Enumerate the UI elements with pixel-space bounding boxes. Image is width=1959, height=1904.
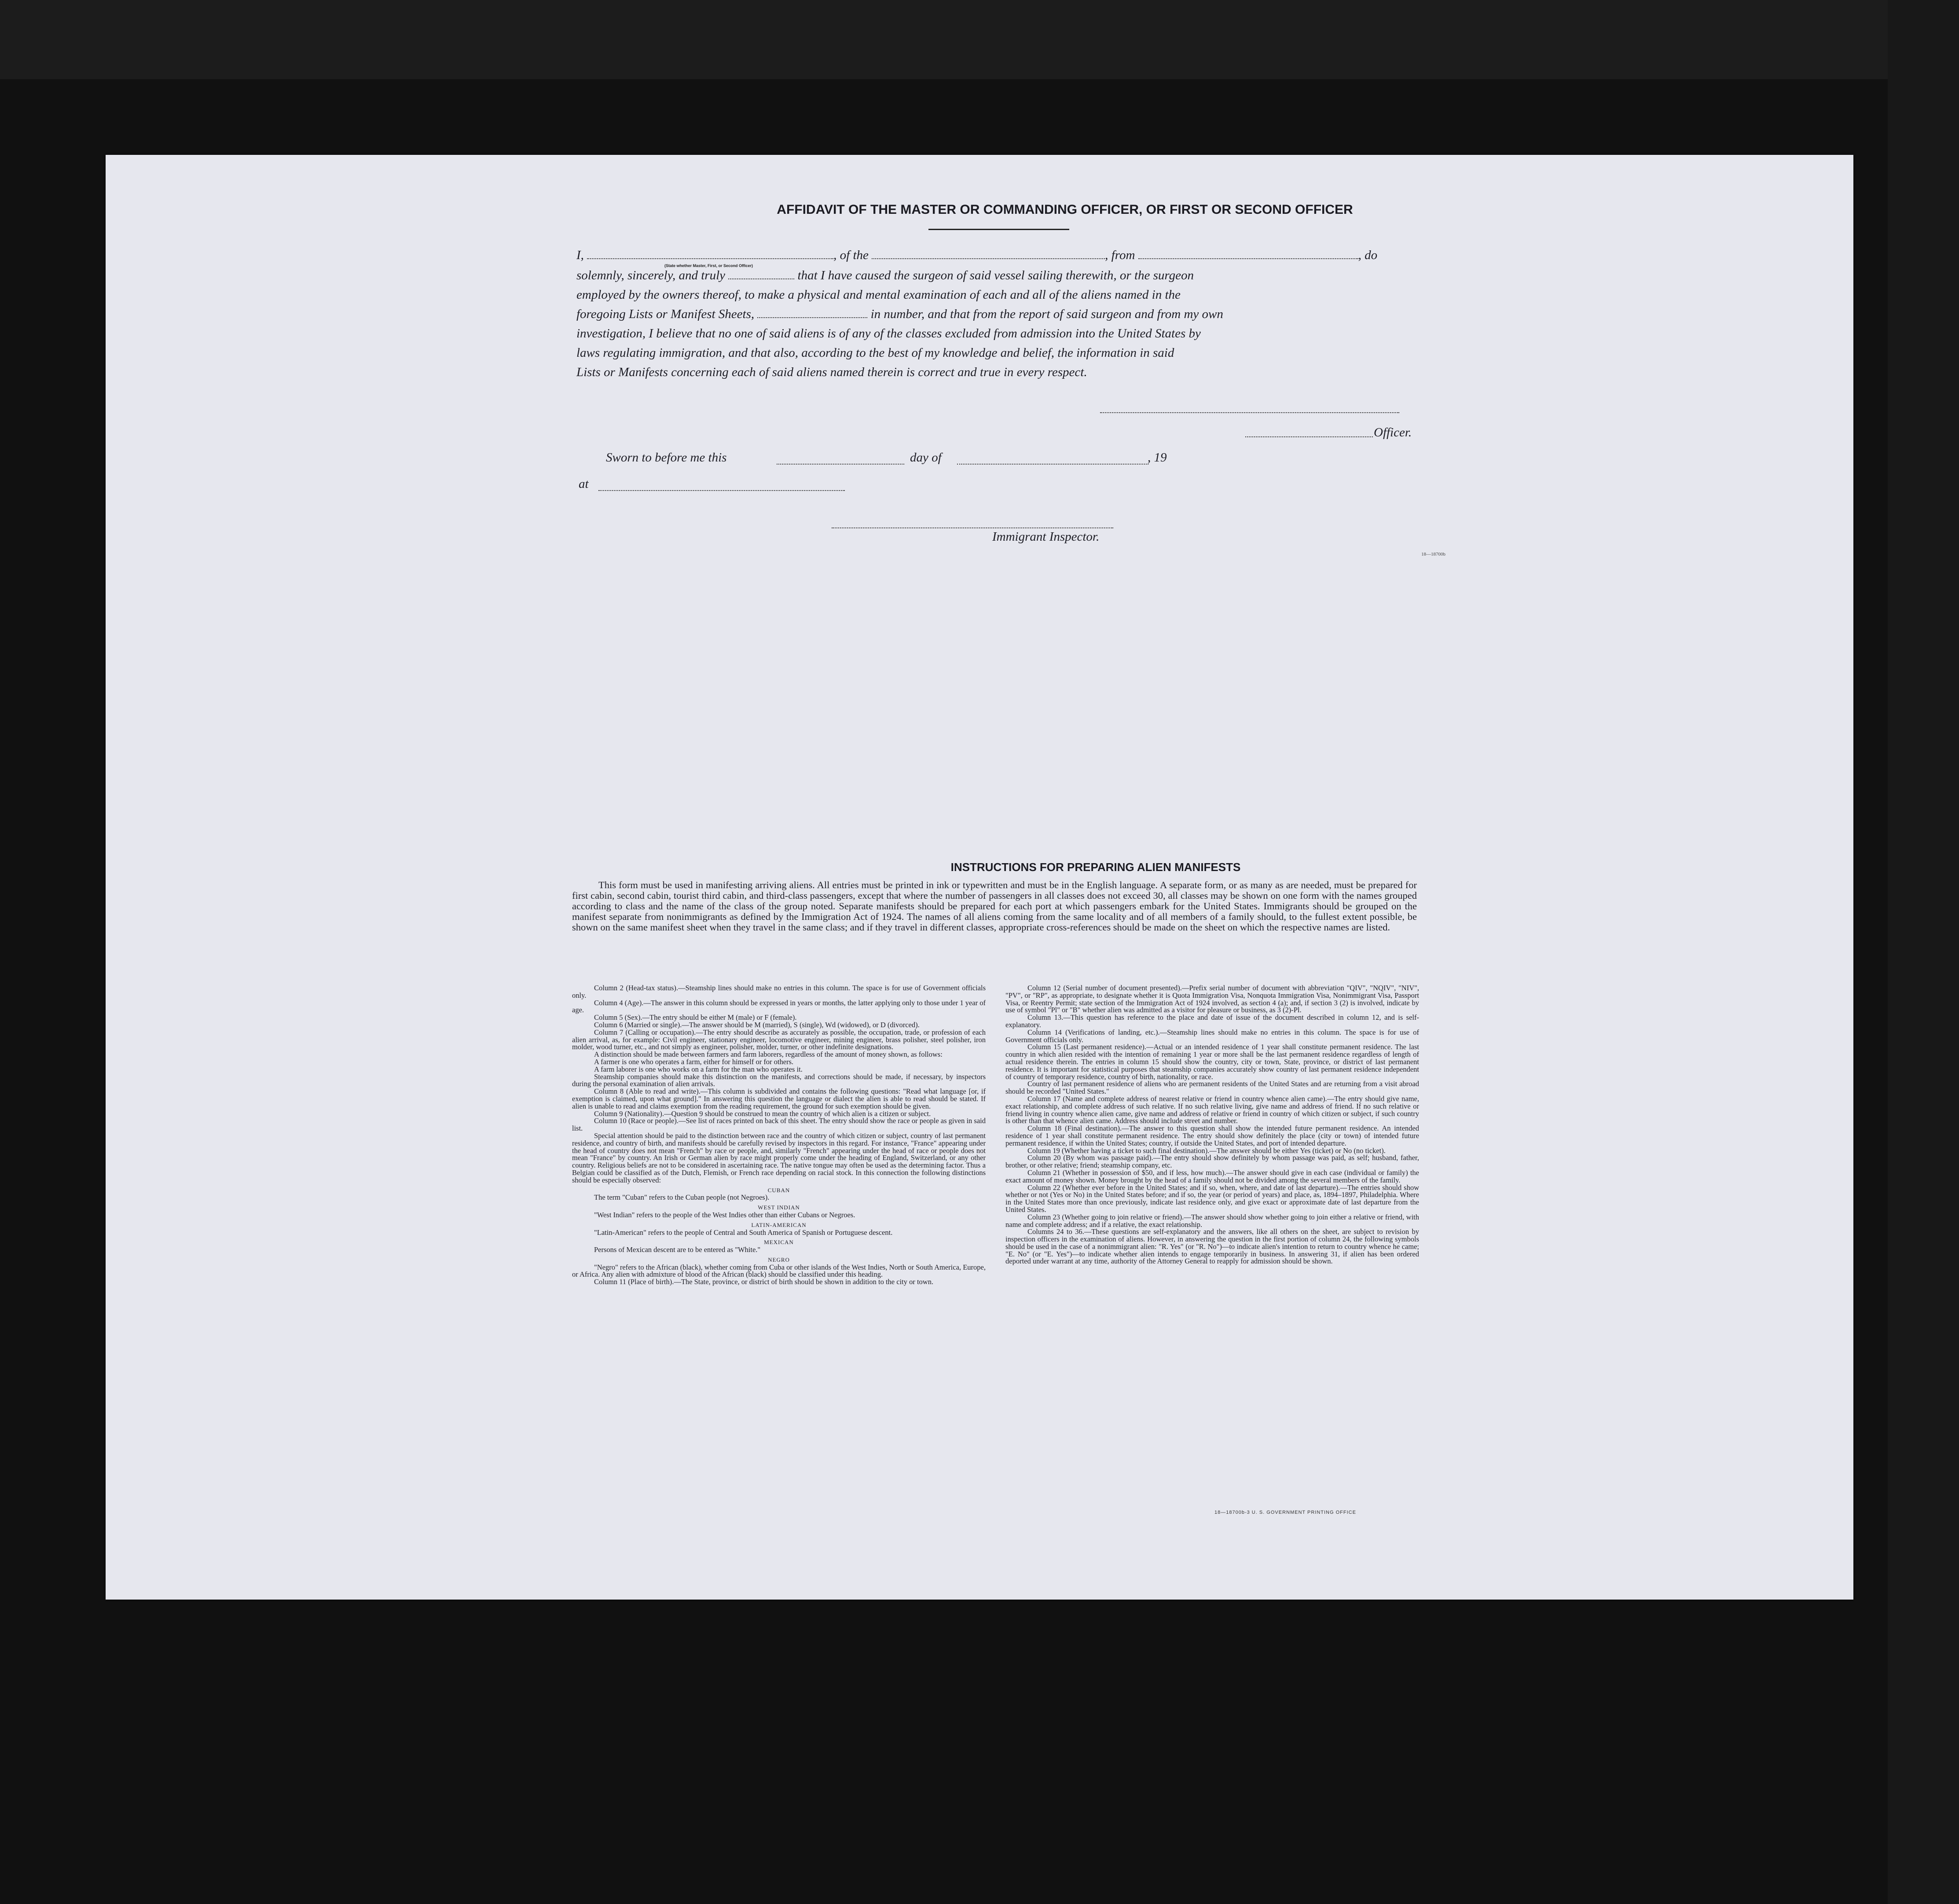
name-blank[interactable] — [587, 254, 833, 259]
officer-title-blank[interactable] — [728, 274, 794, 279]
instruction-paragraph: "Negro" refers to the African (black), whether coming from Cuba or other islands of the West Indies, North or South America, Europe, or Africa. Any alien with admixture of blood of the African (black) should be classified under this heading. — [572, 1263, 986, 1279]
film-edge-strip — [1888, 0, 1959, 1904]
at-label: at — [579, 477, 589, 491]
instruction-paragraph: Column 7 (Calling or occupation).—The entry should describe as accurately as possible, the occupation, trade, or profession of each alien arrival, as, for example: Civil engineer, stationary engineer, locomotive engineer, mining engineer, brass polisher, steel polisher, iron molder, wood turner, etc., and not simply as engineer, polisher, molder, turner, or other indefinite designations. — [572, 1028, 986, 1051]
affidavit-i: I, — [576, 248, 584, 262]
affidavit-line-6: laws regulating immigration, and that also, according to the best of my knowledge and belief, the information in said — [576, 346, 1174, 360]
heading-negro: NEGRO — [768, 1256, 790, 1263]
instructions-intro: This form must be used in manifesting arriving aliens. All entries must be printed in ink or typewritten and must be in the English language. A separate form, or as many as are needed, must be prepared for first cabin, second cabin, tourist third cabin, and third-class passengers, except that where the number of passengers in all classes does not exceed 30, all classes may be shown on one form with the names grouped according to class and the name of the class of the group noted. Separate manifests should be prepared for each port at which passengers embark for the United States. Immigrants should be grouped on the manifest separate from nonimmigrants as defined by the Immigration Act of 1924. The names of all aliens coming from the same locality and of all members of a family should, to the fullest extent possible, be shown on the same manifest sheet when they travel in the same class; and if they travel in different classes, appropriate cross-references should be made on the sheet on which the respective names are listed. — [572, 879, 1417, 933]
officer-label: Officer. — [1374, 425, 1412, 439]
document-page — [106, 155, 1853, 1600]
instruction-paragraph: "West Indian" refers to the people of the West Indies other than either Cubans or Negroes. — [594, 1210, 855, 1219]
instruction-paragraph: Column 23 (Whether going to join relative or friend).—The answer should show whether going to join either a relative or friend, with name and complete address; and if a relative, the exact relationship. — [1005, 1212, 1419, 1229]
day-of-label: day of — [910, 450, 942, 465]
sworn-month-line[interactable] — [957, 464, 1148, 465]
instruction-paragraph: Special attention should be paid to the distinction between race and the country of which citizen or subject, country of last permanent residence, and country of birth, and manifests should be carefully revised by inspectors in this regard. For instance, "France" appearing under the head of country does not mean "French" by race or people, and, similarly "French" appearing under the head of race or people does not mean "France" by country. An Irish or German alien by race might properly come under the heading of England, Switzerland, or any other country. Religious beliefs are not to be considered in ascertaining race. The native tongue may often be used as the determining factor. Thus a Belgian could be classified as of the Dutch, Flemish, or French race depending on racial stock. In this connection the following distinctions should be especially observed: — [572, 1131, 986, 1184]
affidavit-title: AFFIDAVIT OF THE MASTER OR COMMANDING OFFICER, OR FIRST OR SECOND OFFICER — [777, 202, 1353, 217]
instructions-right-column — [1005, 985, 1419, 1265]
instruction-paragraph: Country of last permanent residence of aliens who are permanent residents of the United States and are returning from a visit abroad should be recorded "United States." — [1005, 1080, 1419, 1096]
instruction-paragraph: Column 22 (Whether ever before in the United States; and if so, when, where, and date of last departure).—The entries should show whether or not (Yes or No) in the United States before; and if so, the year (or period of years) and place, as, 1894–1897, Philadelphia. Where in the United States more than once previously, indicate last residence only, and give exact or approximate date of last departure from the United States. — [1005, 1183, 1419, 1214]
printing-office-footer: 18—18700b-3 U. S. GOVERNMENT PRINTING OFFICE — [1214, 1510, 1356, 1515]
at-place-line[interactable] — [598, 490, 845, 491]
title-underline — [928, 229, 1069, 230]
film-top-strip — [0, 0, 1959, 79]
instruction-paragraph: A farm laborer is one who works on a farm for the man who operates it. — [594, 1065, 803, 1073]
instruction-paragraph: Column 18 (Final destination).—The answer to this question shall show the intended future permanent residence. An intended residence of 1 year shall constitute permanent residence. The entry should show definitely the place (city or town) of intended future permanent residence, if within the United States; country, if outside the United States, and port of intended departure. — [1005, 1124, 1419, 1147]
year-label: , 19 — [1148, 450, 1167, 465]
form-number: 18—18700b — [1421, 552, 1445, 557]
instruction-paragraph: Column 13.—This question has reference to the place and date of issue of the document described in column 12, and is self-explanatory. — [1005, 1013, 1419, 1029]
vessel-blank[interactable] — [872, 254, 1105, 259]
sworn-day-line[interactable] — [777, 464, 904, 465]
sworn-label: Sworn to before me this — [606, 450, 727, 465]
instruction-paragraph: Column 12 (Serial number of document presented).—Prefix serial number of document with abbreviation "QIV", "NQIV", "NIV", "PV", or "RP", as appropriate, to designate whether it is Quota Immigration Visa, Nonquota Immigration Visa, Nonimmigrant Visa, Passport Visa, or Reentry Permit; state section of the Immigration Act of 1924 involved, as section 4 (a); and, if section 3 (2) is involved, indicate by use of symbol "Pl" or "B" whether alien was admitted as a visitor for pleasure or business, as 3 (2)-Pl. — [1005, 984, 1419, 1014]
instruction-paragraph: A distinction should be made between farmers and farm laborers, regardless of the amount of money shown, as follows: — [594, 1050, 943, 1059]
instructions-left-column — [572, 985, 986, 1286]
affidavit-line-7: Lists or Manifests concerning each of said aliens named therein is correct and true in every respect. — [576, 365, 1087, 379]
instructions-title: INSTRUCTIONS FOR PREPARING ALIEN MANIFESTS — [950, 860, 1241, 874]
instruction-paragraph: Steamship companies should make this distinction on the manifests, and corrections should be made, if necessary, by inspectors during the personal examination of alien arrivals. — [572, 1072, 986, 1088]
inspector-label: Immigrant Inspector. — [992, 530, 1100, 544]
affidavit-line-1 — [576, 245, 1426, 265]
affidavit-of-the: , of the — [833, 248, 869, 262]
affidavit-line-4: foregoing Lists or Manifest Sheets, in number, and that from the report of said surgeon and from my own — [576, 307, 1223, 321]
heading-west-indian: WEST INDIAN — [758, 1204, 800, 1211]
affidavit-from: , from — [1105, 248, 1135, 262]
instruction-paragraph: Column 4 (Age).—The answer in this column should be expressed in years or months, the latter applying only to those under 1 year of age. — [572, 998, 986, 1014]
instruction-paragraph: Persons of Mexican descent are to be entered as "White." — [594, 1245, 761, 1254]
affidavit-line-2: solemnly, sincerely, and truly that I have caused the surgeon of said vessel sailing therewith, or the surgeon — [576, 268, 1194, 282]
instruction-paragraph: Column 15 (Last permanent residence).—Actual or an intended residence of 1 year shall constitute permanent residence. The last country in which alien resided with the intention of remaining 1 year or more shall be the last permanent residence regardless of length of actual residence therein. The entries in column 15 should show the country, city or town, State, province, or district of last permanent residence. It is important for statistical purposes that steamship companies accurately show country of last permanent residence independent of country of temporary residence, country of birth, nationality, or race. — [1005, 1043, 1419, 1081]
instruction-paragraph: Columns 24 to 36.—These questions are self-explanatory and the answers, like all others on the sheet, are subject to revision by inspection officers in the examination of aliens. However, in answering the question in the first portion of column 24, the following symbols should be used in the case of a nonimmigrant alien: "R. Yes" (or "R. No")—to indicate alien's intention to return to country whence he came; "E. No" (or "E. Yes")—to indicate whether alien intends to engage temporarily in business. In answering 31, if alien has been ordered deported under warrant at any time, authority of the Attorney General to reapply for admission should be shown. — [1005, 1227, 1419, 1266]
instruction-paragraph: Column 5 (Sex).—The entry should be either M (male) or F (female). — [594, 1013, 797, 1022]
instruction-paragraph: Column 8 (Able to read and write).—This column is subdivided and contains the following questions: "Read what language [or, if exemption is claimed, upon what ground]." In answering this question the language or dialect the alien is able to read should be stated. If alien is unable to read and claims exemption from the reading requirement, the ground for such exemption should be given. — [572, 1087, 986, 1110]
affidavit-line-5: investigation, I believe that no one of said aliens is of any of the classes excluded from admission into the United States by — [576, 326, 1201, 341]
affidavit-line-3: employed by the owners thereof, to make a physical and mental examination of each and all of the aliens named in the — [576, 288, 1181, 302]
state-officer-note: (State whether Master, First, or Second Officer) — [664, 264, 753, 268]
instruction-paragraph: Column 17 (Name and complete address of nearest relative or friend in country whence alien came).—The entry should give name, exact relationship, and complete address of such relative. If no such relative living, give name and address of friend. If no such relative or friend living in country whence alien came, give name and address of relative or friend in country of which citizen or subject, if such country is other than that whence alien came. Address should include street and number. — [1005, 1094, 1419, 1125]
instruction-paragraph: Column 9 (Nationality).—Question 9 should be construed to mean the country of which alien is a citizen or subject. — [594, 1109, 931, 1118]
instruction-paragraph: The term "Cuban" refers to the Cuban people (not Negroes). — [594, 1193, 770, 1202]
instruction-paragraph: Column 10 (Race or people).—See list of races printed on back of this sheet. The entry should show the race or people as given in said list. — [572, 1117, 986, 1133]
instruction-paragraph: Column 21 (Whether in possession of $50, and if less, how much).—The answer should give in each case (individual or family) the exact amount of money shown. Money brought by the head of a family should not be divided among the several members of the family. — [1005, 1168, 1419, 1184]
instruction-paragraph: Column 14 (Verifications of landing, etc.).—Steamship lines should make no entries in this column. The space is for use of Government officials only. — [1005, 1028, 1419, 1044]
heading-cuban: CUBAN — [767, 1186, 790, 1194]
instruction-paragraph: Column 11 (Place of birth).—The State, province, or district of birth should be shown in addition to the city or town. — [594, 1278, 934, 1286]
heading-latin-american: LATIN-AMERICAN — [751, 1221, 807, 1228]
inspector-signature-line[interactable] — [832, 527, 1113, 528]
port-blank[interactable] — [1138, 254, 1358, 259]
instruction-paragraph: A farmer is one who operates a farm, either for himself or for others. — [594, 1057, 794, 1066]
instruction-paragraph: "Latin-American" refers to the people of Central and South America of Spanish or Portuguese descent. — [594, 1228, 893, 1237]
affidavit-do: , do — [1358, 248, 1378, 262]
heading-mexican: MEXICAN — [764, 1239, 794, 1246]
sheet-count-blank[interactable] — [757, 313, 867, 318]
instruction-paragraph: Column 6 (Married or single).—The answer should be M (married), S (single), Wd (widowed), or D (divorced). — [594, 1020, 920, 1029]
instruction-paragraph: Column 2 (Head-tax status).—Steamship lines should make no entries in this column. The space is for use of Government officials only. — [572, 984, 986, 1000]
officer-signature-line[interactable] — [1100, 412, 1399, 413]
officer-title-line[interactable] — [1245, 436, 1373, 437]
instruction-paragraph: Column 20 (By whom was passage paid).—The entry should show definitely by whom passage was paid, as self; husband, father, brother, or other relative; friend; steamship company, etc. — [1005, 1153, 1419, 1170]
instruction-paragraph: Column 19 (Whether having a ticket to such final destination).—The answer should be either Yes (ticket) or No (no ticket). — [1027, 1146, 1386, 1155]
